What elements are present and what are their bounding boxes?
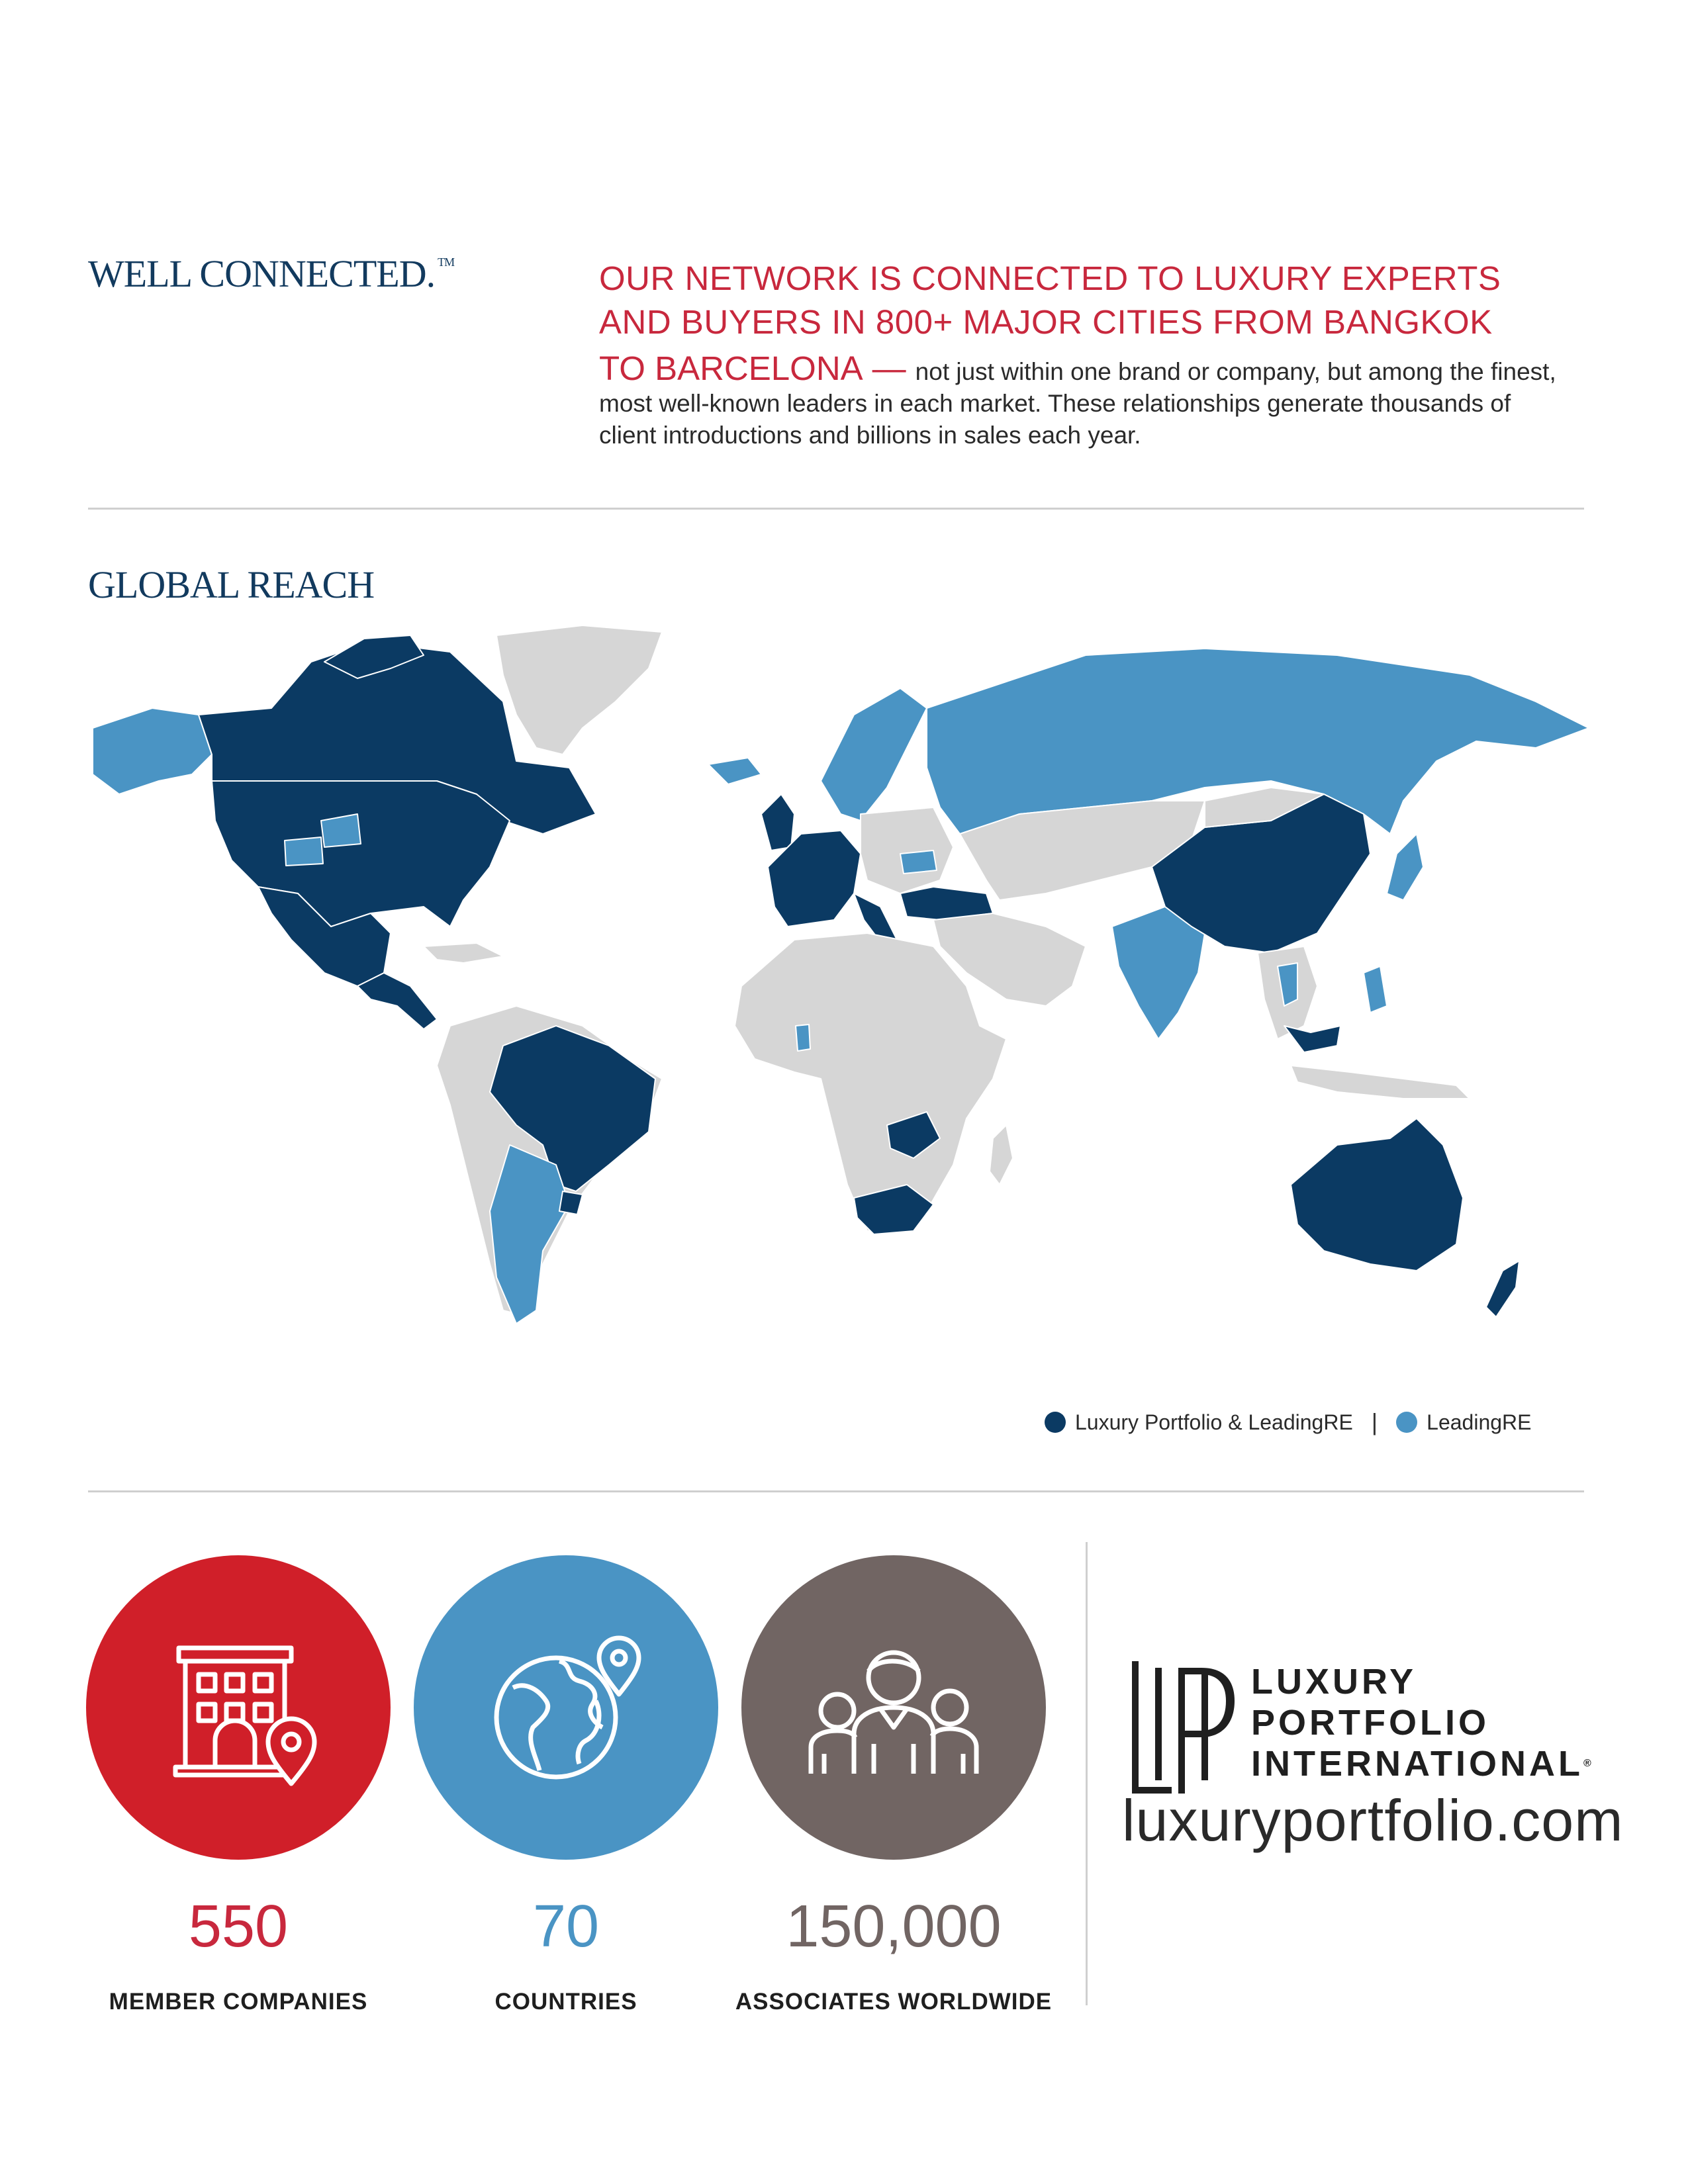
- stat-label-countries: COUNTRIES: [494, 1989, 637, 2015]
- lpi-logo-mark: [1125, 1661, 1238, 1794]
- headline-dash: —: [872, 349, 906, 387]
- map-romania: [900, 850, 937, 874]
- stat-circle-countries: [414, 1555, 718, 1860]
- stat-label-members: MEMBER COMPANIES: [109, 1989, 368, 2015]
- vertical-divider: [1086, 1542, 1088, 2005]
- map-alaska: [93, 708, 212, 794]
- map-us-state-a: [321, 814, 361, 847]
- section-tag: WELL CONNECTED. ™: [88, 252, 455, 295]
- headline: [599, 257, 1566, 344]
- registered-mark: ®: [1583, 1758, 1591, 1769]
- people-group-icon: [801, 1628, 986, 1787]
- intro-body: not just within one brand or company, but among the finest, most well-known leaders in each market. These relationships generate thousands of client introductions and billions in sales each year.: [599, 358, 1556, 449]
- map-us-state-b: [285, 837, 323, 866]
- legend-dot-leadingre: [1396, 1412, 1417, 1433]
- headline-lead: TO BARCELONA: [599, 349, 863, 387]
- map-africa: [735, 933, 1006, 1231]
- stat-circle-members: [86, 1555, 391, 1860]
- map-iceland: [708, 758, 761, 784]
- map-legend: [1045, 1408, 1532, 1436]
- map-philippines: [1364, 966, 1387, 1013]
- map-scandinavia: [821, 688, 927, 821]
- map-madagascar: [990, 1125, 1013, 1185]
- map-central-america: [357, 973, 437, 1029]
- brand-line-1: LUXURY: [1251, 1662, 1417, 1702]
- globe-location-icon: [487, 1628, 645, 1787]
- building-location-icon: [159, 1628, 318, 1787]
- divider: [88, 508, 1584, 510]
- map-eastern-europe: [861, 807, 953, 893]
- headline-line-1: OUR NETWORK IS CONNECTED TO LUXURY EXPERTS: [599, 259, 1501, 297]
- map-ghana: [796, 1024, 810, 1051]
- legend-label-leadingre: LeadingRE: [1427, 1410, 1532, 1434]
- map-australia: [1291, 1118, 1463, 1271]
- map-title: GLOBAL REACH: [88, 563, 375, 606]
- website-url[interactable]: luxuryportfolio.com: [1122, 1788, 1624, 1853]
- stat-value-countries: 70: [532, 1893, 600, 1960]
- brand-line-3: INTERNATIONAL: [1251, 1744, 1583, 1784]
- stat-value-members: 550: [188, 1893, 289, 1960]
- world-map: [79, 615, 1622, 1396]
- map-japan: [1387, 834, 1423, 900]
- stat-label-associates: ASSOCIATES WORLDWIDE: [735, 1989, 1053, 2015]
- map-uruguay: [559, 1191, 583, 1214]
- brand-wordmark: [1251, 1661, 1591, 1784]
- map-caribbean: [424, 943, 503, 963]
- divider: [88, 1490, 1584, 1492]
- map-greenland: [496, 625, 662, 754]
- map-malaysia: [1284, 1026, 1340, 1052]
- intro-paragraph: [599, 349, 1566, 451]
- legend-label-both: Luxury Portfolio & LeadingRE: [1075, 1410, 1353, 1434]
- map-indonesia: [1291, 1066, 1470, 1099]
- legend-separator: |: [1371, 1408, 1378, 1435]
- stat-circle-associates: [741, 1555, 1046, 1860]
- stat-value-associates: 150,000: [786, 1893, 1002, 1960]
- legend-dot-both: [1045, 1412, 1066, 1433]
- map-new-zealand: [1486, 1261, 1519, 1317]
- map-uk: [761, 794, 794, 850]
- headline-line-2: AND BUYERS IN 800+ MAJOR CITIES FROM BANGKOK: [599, 303, 1493, 341]
- map-usa: [212, 781, 510, 927]
- brand-line-2: PORTFOLIO: [1251, 1703, 1489, 1743]
